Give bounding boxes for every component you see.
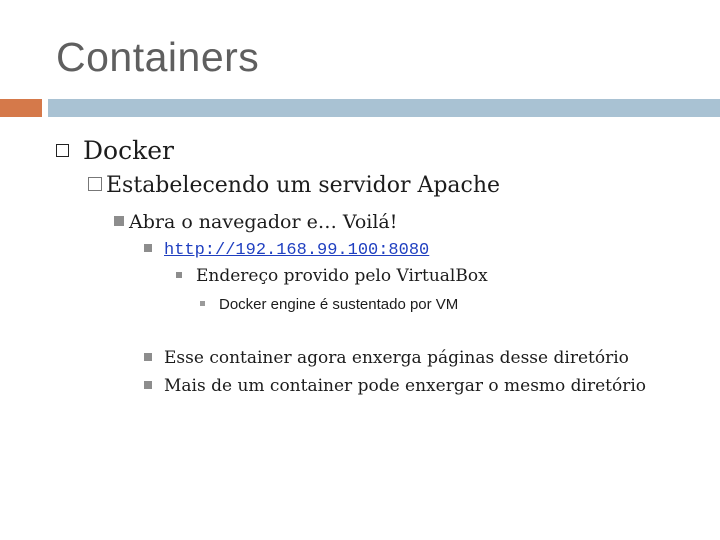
server-url-link[interactable]: http://192.168.99.100:8080 bbox=[164, 241, 430, 260]
bullet-level6 bbox=[200, 296, 458, 313]
bullet-level6-text: Docker engine é sustentado por VM bbox=[219, 296, 459, 313]
accent-bar bbox=[0, 99, 42, 117]
bullet-level2-text: Estabelecendo um servidor Apache bbox=[106, 173, 501, 198]
filled-square-bullet-icon bbox=[200, 301, 205, 306]
square-bullet-icon bbox=[88, 177, 102, 191]
filled-square-bullet-icon bbox=[176, 272, 182, 278]
bullet-level2 bbox=[88, 173, 500, 198]
bullet-level5 bbox=[176, 266, 488, 286]
header-bar bbox=[48, 99, 720, 117]
bullet-level3 bbox=[114, 211, 397, 233]
filled-square-bullet-icon bbox=[144, 353, 152, 361]
slide-title: Containers bbox=[56, 34, 260, 80]
bullet-item-b-text: Mais de um container pode enxergar o mesmo diretório bbox=[164, 376, 647, 396]
bullet-item-a bbox=[144, 348, 629, 368]
bullet-level5-text: Endereço provido pelo VirtualBox bbox=[196, 266, 488, 286]
bullet-item-b bbox=[144, 376, 646, 396]
bullet-level3-text: Abra o navegador e… Voilá! bbox=[129, 211, 398, 233]
bullet-level1-text: Docker bbox=[83, 136, 174, 165]
filled-square-bullet-icon bbox=[144, 244, 152, 252]
filled-square-bullet-icon bbox=[114, 216, 124, 226]
bullet-level4 bbox=[144, 239, 429, 260]
bullet-item-a-text: Esse container agora enxerga páginas desse diretório bbox=[164, 348, 629, 368]
square-bullet-icon bbox=[56, 144, 69, 157]
bullet-level1 bbox=[56, 136, 174, 165]
filled-square-bullet-icon bbox=[144, 381, 152, 389]
